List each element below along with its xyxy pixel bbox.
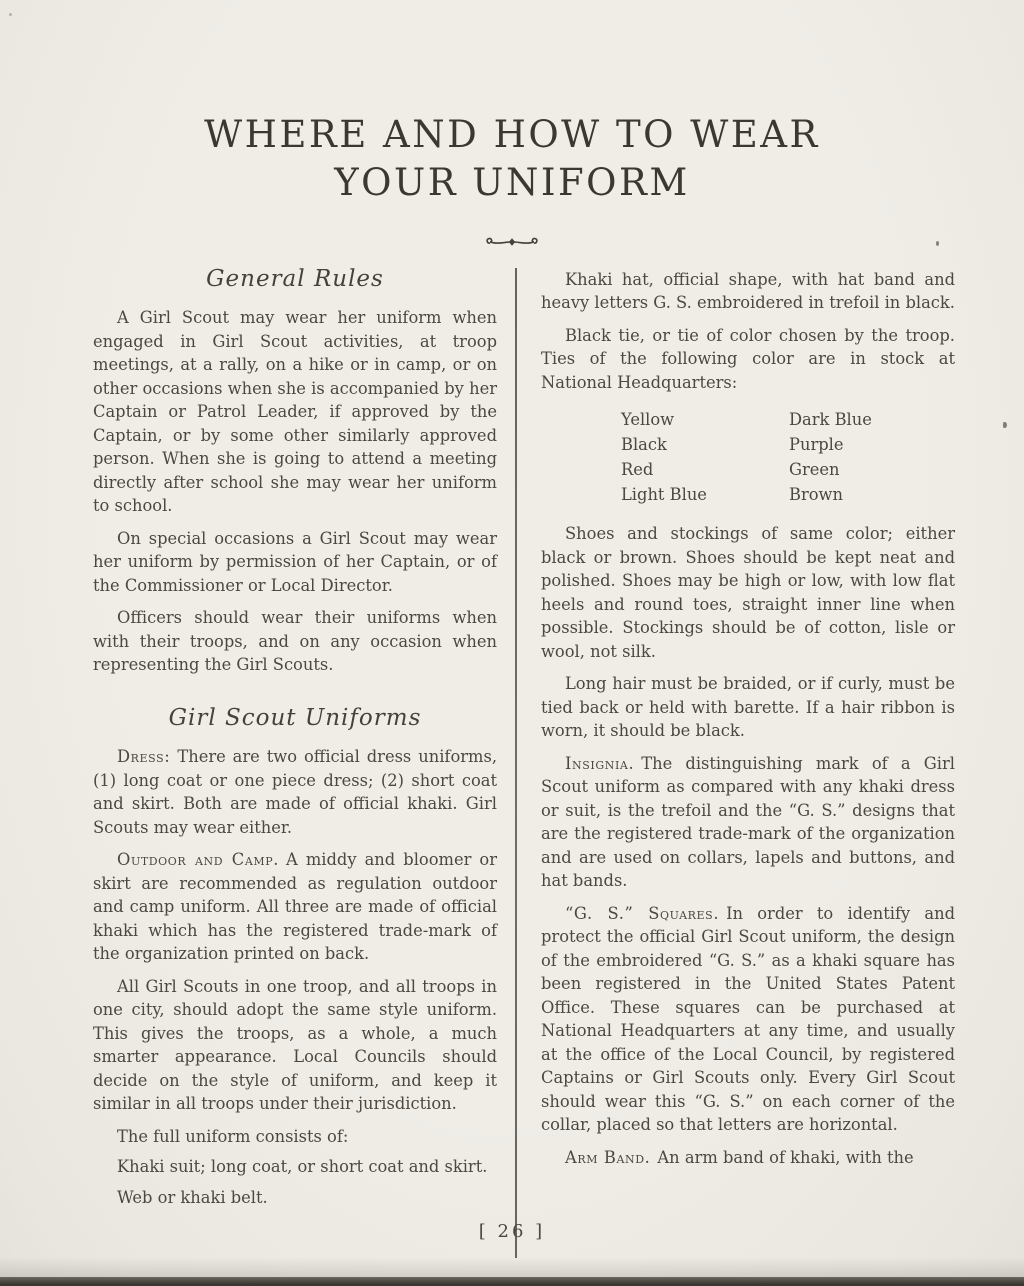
fleuron-ornament-icon [0,232,1024,252]
right-column [541,268,955,1258]
paragraph-outdoor-camp [93,848,497,966]
lead-arm-band: Arm Band. [565,1147,651,1167]
paragraph-gs-squares [541,902,955,1137]
tie-color: Green [789,460,840,480]
paragraph-all-scouts: All Girl Scouts in one troop, and all troops in one city, should adopt the same style uniform. This gives the troops, as a whole, a much smarter appearance. Local Councils should decide on the style of uniform, and keep it similar in all troops under their jurisdiction. [93,976,497,1114]
paragraph-black-tie: Black tie, or tie of color chosen by the troop. Ties of the following color are in stock at National Headquarters: [541,325,955,392]
tie-color-row [621,407,955,432]
section-heading-girl-scout-uniforms: Girl Scout Uniforms [168,704,422,731]
tie-color-list [541,407,955,507]
tie-color: Dark Blue [789,410,872,430]
paragraph-arm-band [541,1146,955,1170]
full-uniform-intro: The full uniform consists of: [117,1126,349,1146]
column-divider-rule [515,268,517,1258]
scan-speck [1003,422,1007,428]
paragraph-arm-band-text: An arm band of khaki, with the [657,1147,914,1167]
full-uniform-item-belt: Web or khaki belt. [117,1187,268,1207]
scan-speck [936,241,939,246]
paragraph-dress [93,745,497,839]
section-heading-general-rules: General Rules [206,267,384,292]
tie-color: Purple [789,435,844,455]
paragraph-dress-text: There are two official dress uniforms, (1) long coat or one piece dress; (2) short coat and skirt. Both are made of official khaki. Girl Scouts may wear either. [93,747,497,837]
lead-outdoor-camp: Outdoor and Camp. [117,850,280,870]
page-title-line1: WHERE AND HOW TO WEAR [204,112,820,156]
paragraph-insignia [541,752,955,893]
lead-gs-squares: “G. S.” Squares. [565,903,720,923]
scan-edge-shadow [0,1257,1024,1277]
lead-insignia: Insignia. [565,753,635,773]
paragraph-insignia-text: The distinguishing mark of a Girl Scout uniform as compared with any khaki dress or suit, is the trefoil and the “G. S.” designs that are the registered trade-mark of the organization and are used on collars, lapels and buttons, and hat bands. [541,753,955,891]
paragraph-wear-when: A Girl Scout may wear her uniform when engaged in Girl Scout activities, at troop meetings, at a rally, on a hike or in camp, or on other occasions when she is accompanied by her Captain or Patrol Leader, if approved by the Captain, or by some other similarly approved person. When she is going to attend a meeting directly after school she may wear her uniform to school. [93,308,497,516]
tie-color: Yellow [621,410,675,430]
tie-color: Black [621,435,667,455]
page-title-line2: YOUR UNIFORM [334,160,690,204]
tie-color: Brown [789,485,843,505]
page-title [0,25,1024,207]
scan-speck [9,13,12,16]
tie-color-row [621,432,955,457]
paragraph-gs-squares-text: In order to identify and protect the official Girl Scout uniform, the design of the embroidered “G. S.” as a khaki square has been registered in the United States Patent Office. These squares can be purchased at National Headquarters at any time, and usually at the office of the Local Council, by registered Captains or Girl Scouts only. Every Girl Scout should wear this “G. S.” on each corner of the collar, placed so that letters are horizontal. [541,903,955,1135]
paragraph-shoes-stockings: Shoes and stockings of same color; either black or brown. Shoes should be kept neat and polished. Shoes may be high or low, with low flat heels and round toes, straight inner line when possible. Stockings should be of cotton, lisle or wool, not silk. [541,524,955,661]
tie-color: Light Blue [621,485,707,505]
tie-color-row [621,457,955,482]
paragraph-special-occasions: On special occasions a Girl Scout may wear her uniform by permission of her Captain, or of the Commissioner or Local Director. [93,528,497,595]
lead-dress: Dress: [117,747,171,767]
scan-edge-artifact [0,1277,1024,1286]
page-number: [ 26 ] [478,1221,546,1242]
full-uniform-item-suit: Khaki suit; long coat, or short coat and skirt. [117,1157,488,1177]
tie-color: Red [621,460,654,480]
paragraph-outdoor-camp-text: A middy and bloomer or skirt are recommended as regulation outdoor and camp uniform. All three are made of official khaki which has the registered trade-mark of the organization printed on back. [93,850,498,964]
paragraph-long-hair: Long hair must be braided, or if curly, must be tied back or held with barette. If a hair ribbon is worn, it should be black. [541,674,955,741]
tie-color-row [621,482,955,507]
paragraph-khaki-hat: Khaki hat, official shape, with hat band and heavy letters G. S. embroidered in trefoil in black. [541,269,955,313]
two-column-layout [0,268,1024,1258]
paragraph-officers: Officers should wear their uniforms when with their troops, and on any occasion when representing the Girl Scouts. [93,608,497,675]
left-column [93,268,497,1258]
